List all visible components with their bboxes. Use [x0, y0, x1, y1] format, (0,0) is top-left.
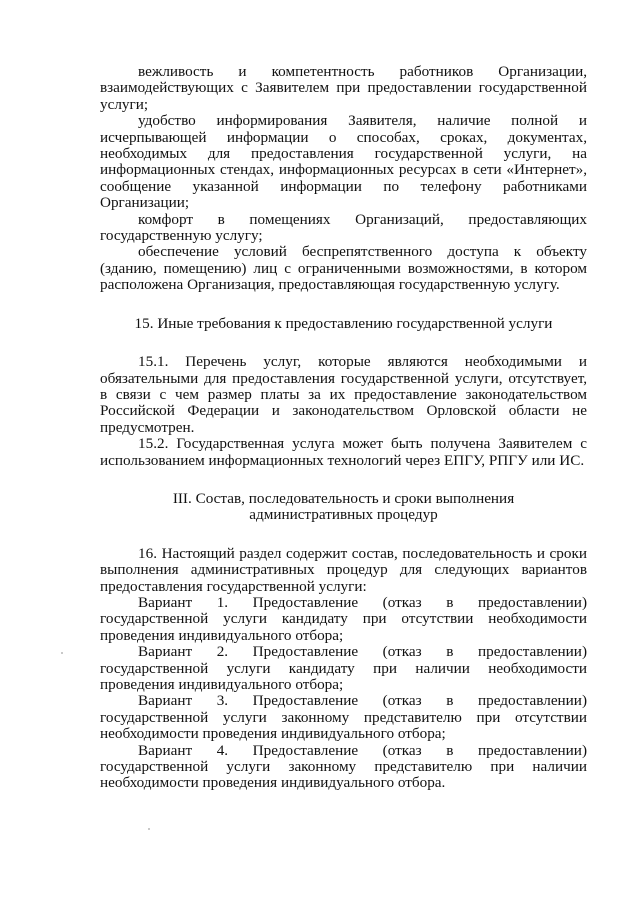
paragraph-comfort: комфорт в помещениях Организаций, предоставляющих государственную услугу; — [100, 210, 587, 245]
scan-speck — [148, 828, 150, 830]
spacer — [100, 332, 587, 354]
variant-3: Вариант 3. Предоставление (отказ в предоставлении) государственной услуги законному представителю при отсутствии необходимости проведения индивидуального отбора; — [100, 692, 587, 743]
section-15-heading: 15. Иные требования к предоставлению государственной услуги — [134, 314, 553, 332]
paragraph-16: 16. Настоящий раздел содержит состав, последовательность и сроки выполнения административных процедур для следующих вариантов предоставления государственной услуги: — [100, 544, 587, 595]
paragraph-information: удобство информирования Заявителя, наличие полной и исчерпывающей информации о способах, сроках, документах, необходимых для предоставления государственной услуги, на информационных стендах, информационных ресурсах в сети «Интернет», сообщение указанной информации по телефону работниками Организации; — [100, 112, 587, 212]
variant-4: Вариант 4. Предоставление (отказ в предоставлении) государственной услуги законному представителю при наличии необходимости проведения индивидуального отбора. — [100, 741, 587, 792]
spacer — [100, 469, 587, 491]
document-body — [100, 64, 587, 792]
paragraph-accessibility: обеспечение условий беспрепятственного доступа к объекту (зданию, помещению) лиц с ограниченными возможностями, в котором расположена Организация, предоставляющая государственную услугу. — [100, 243, 587, 294]
section-3-heading-line1: III. Состав, последовательность и сроки выполнения — [172, 489, 515, 507]
scan-speck — [61, 652, 63, 654]
section-3-heading-line2: административных процедур — [249, 506, 438, 524]
variant-2: Вариант 2. Предоставление (отказ в предоставлении) государственной услуги кандидату при наличии необходимости проведения индивидуального отбора; — [100, 643, 587, 693]
paragraph-15-1: 15.1. Перечень услуг, которые являются необходимыми и обязательными для предоставления государственной услуги, отсутствует, в связи с чем размер платы за их предоставление законодательством Российской Федерации и законодательством Орловской области не предусмотрен. — [100, 353, 587, 436]
paragraph-politeness: вежливость и компетентность работников Организации, взаимодействующих с Заявителем при предоставлении государственной услуги; — [100, 63, 587, 113]
spacer — [100, 294, 587, 316]
variant-1: Вариант 1. Предоставление (отказ в предоставлении) государственной услуги кандидату при отсутствии необходимости проведения индивидуального отбора; — [100, 593, 587, 644]
paragraph-15-2: 15.2. Государственная услуга может быть получена Заявителем с использованием информационных технологий через ЕПГУ, РПГУ или ИС. — [100, 435, 587, 469]
spacer — [100, 524, 587, 546]
